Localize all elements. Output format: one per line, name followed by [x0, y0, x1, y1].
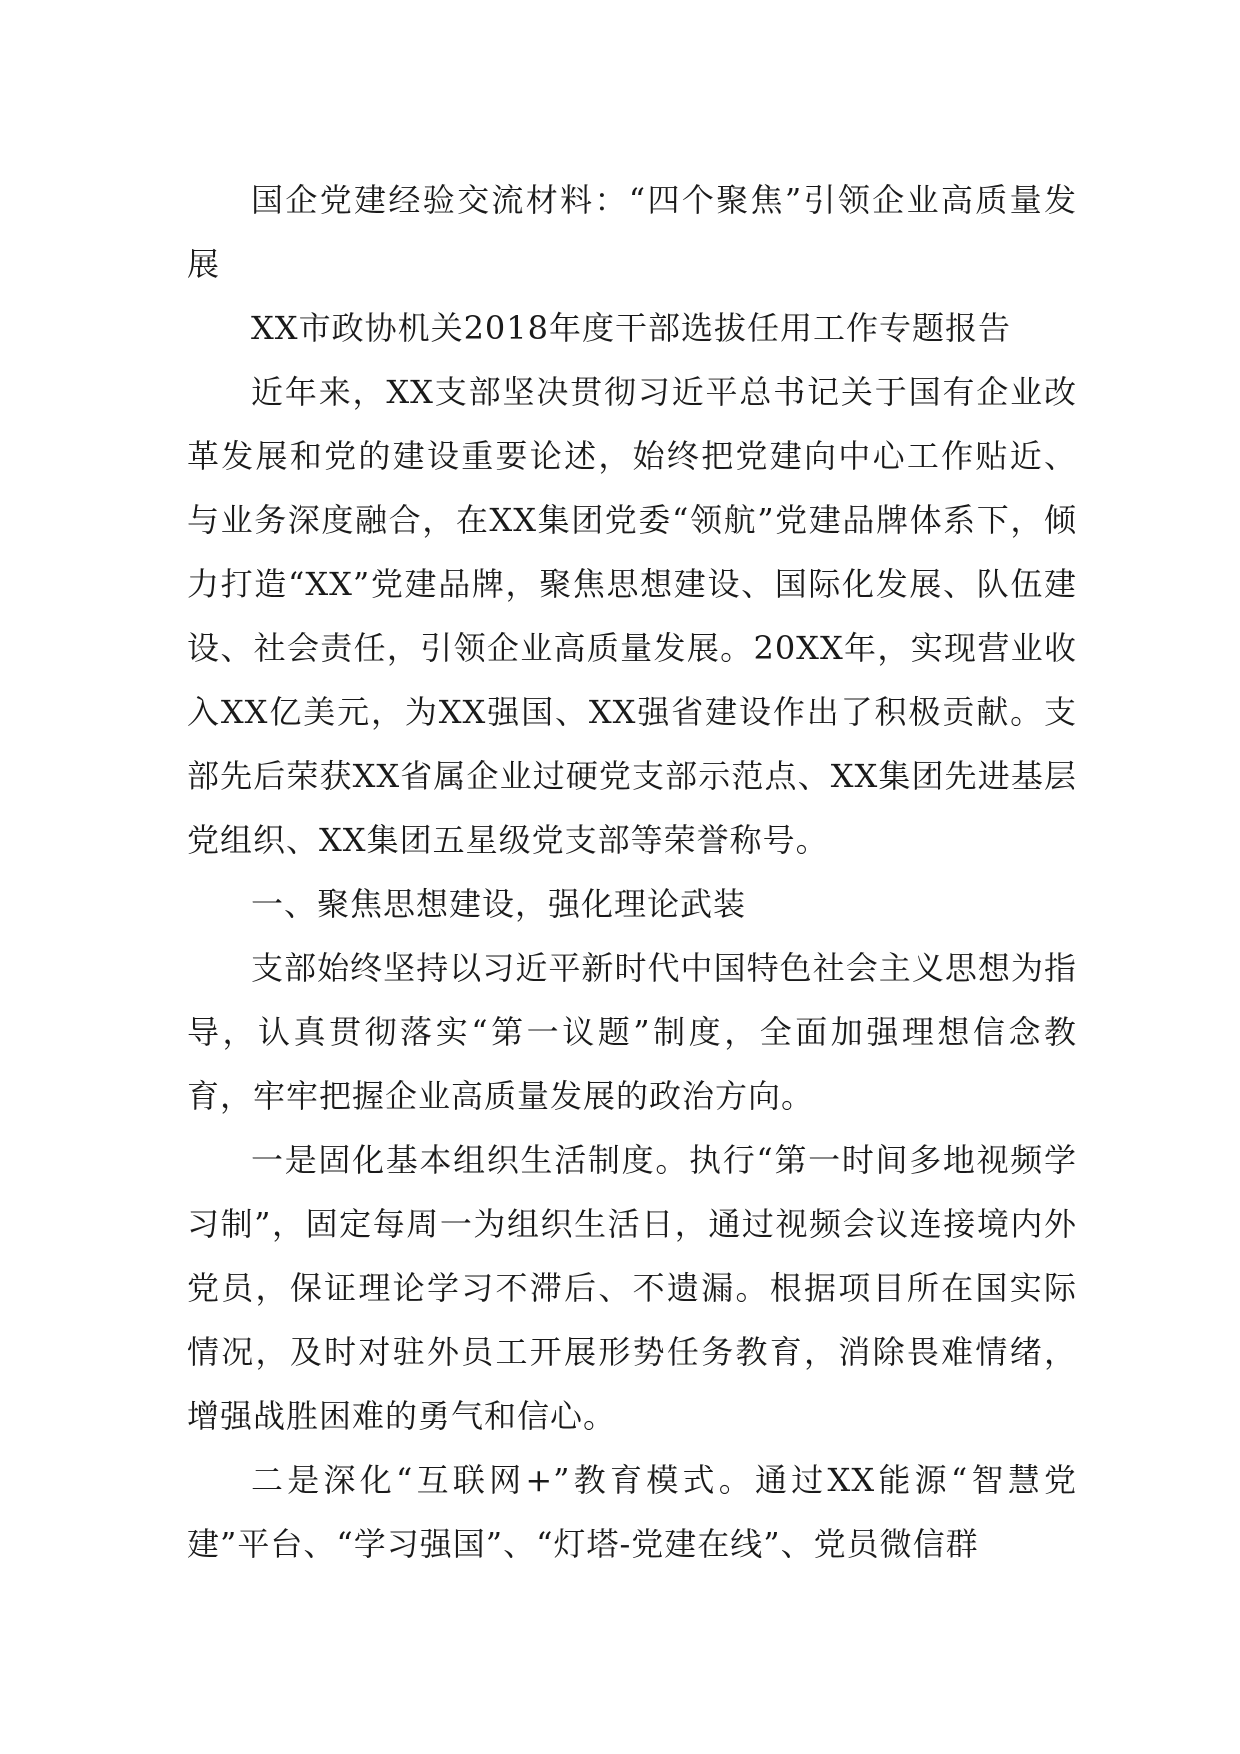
document-title: 国企党建经验交流材料：“四个聚焦”引领企业高质量发展 — [187, 181, 1077, 283]
body-paragraph: 支部始终坚持以习近平新时代中国特色社会主义思想为指导，认真贯彻落实“第一议题”制度，全面加强理想信念教育，牢牢把握企业高质量发展的政治方向。 — [187, 949, 1077, 1115]
body-paragraph: 二是深化“互联网+”教育模式。通过XX能源“智慧党建”平台、“学习强国”、“灯塔-党建在线”、党员微信群 — [187, 1461, 1077, 1563]
section-heading: 一、聚焦思想建设，强化理论武装 — [251, 885, 747, 923]
intro-paragraph: 近年来，XX支部坚决贯彻习近平总书记关于国有企业改革发展和党的建设重要论述，始终把党建向中心工作贴近、与业务深度融合，在XX集团党委“领航”党建品牌体系下，倾力打造“XX”党建品牌，聚焦思想建设、国际化发展、队伍建设、社会责任，引领企业高质量发展。20XX年，实现营业收入XX亿美元，为XX强国、XX强省建设作出了积极贡献。支部先后荣获XX省属企业过硬党支部示范点、XX集团先进基层党组织、XX集团五星级党支部等荣誉称号。 — [187, 373, 1077, 859]
document-body — [187, 168, 1077, 1576]
document-subtitle: XX市政协机关2018年度干部选拔任用工作专题报告 — [251, 309, 1012, 347]
body-paragraph: 一是固化基本组织生活制度。执行“第一时间多地视频学习制”，固定每周一为组织生活日，通过视频会议连接境内外党员，保证理论学习不滞后、不遗漏。根据项目所在国实际情况，及时对驻外员工开展形势任务教育，消除畏难情绪，增强战胜困难的勇气和信心。 — [187, 1141, 1077, 1435]
